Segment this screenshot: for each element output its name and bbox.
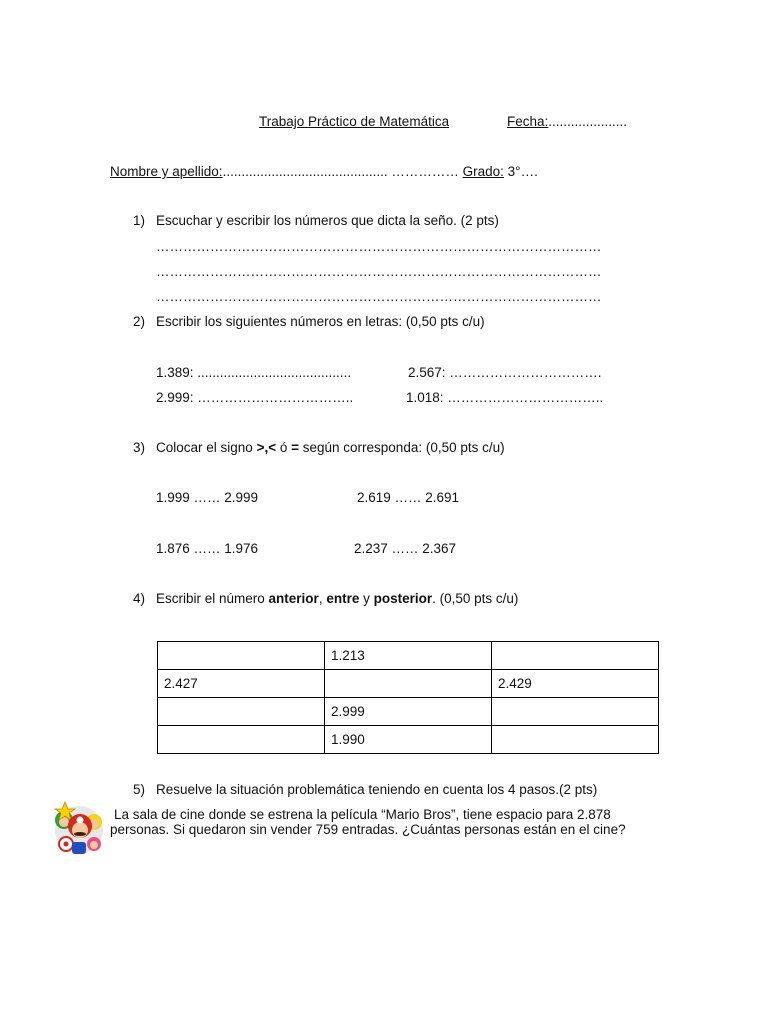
table-cell[interactable] <box>158 698 325 726</box>
worksheet-title: Trabajo Práctico de Matemática <box>259 114 450 129</box>
number-sequence-table <box>157 641 659 754</box>
number-to-words-item: 2.999: …………………………….. <box>156 390 354 405</box>
table-cell[interactable] <box>492 698 659 726</box>
text-fragment: , <box>318 591 327 606</box>
text-fragment: Escribir el número <box>156 591 269 606</box>
question-5-number: 5) <box>133 782 146 797</box>
table-cell: 2.999 <box>325 698 492 726</box>
date-label: Fecha: <box>507 114 549 129</box>
number-to-words-item: 1.018: …………………………….. <box>406 390 604 405</box>
student-info <box>110 164 538 180</box>
table-cell: 2.427 <box>158 670 325 698</box>
question-2-number: 2) <box>133 314 146 329</box>
problem-text-line-1: La sala de cine donde se estrena la película “Mario Bros”, tiene espacio para 2.878 <box>114 807 611 822</box>
number-to-words-item: 1.389: ......................................... <box>156 365 352 380</box>
table-cell[interactable] <box>158 726 325 754</box>
question-1-number: 1) <box>133 213 146 228</box>
text-fragment: . (0,50 pts c/u) <box>432 591 519 606</box>
comparison-item: 1.999 …… 2.999 <box>156 490 259 505</box>
question-5-text: Resuelve la situación problemática teniendo en cuenta los 4 pasos.(2 pts) <box>156 782 598 797</box>
grade-value: 3°…. <box>503 164 538 179</box>
comparison-item: 2.237 …… 2.367 <box>354 541 457 556</box>
table-cell[interactable] <box>492 642 659 670</box>
answer-line: ……………………………………………………………………………………… <box>156 289 602 304</box>
table-row <box>158 670 659 698</box>
table-cell: 1.990 <box>325 726 492 754</box>
signs-bold: >,< <box>256 440 277 455</box>
question-4-number: 4) <box>133 591 146 606</box>
date-field <box>507 114 627 130</box>
answer-line: ……………………………………………………………………………………… <box>156 239 602 254</box>
mario-characters-icon <box>50 798 108 858</box>
text-fragment: según corresponda: (0,50 pts c/u) <box>299 440 505 455</box>
question-3-text <box>156 440 505 456</box>
comparison-item: 1.876 …… 1.976 <box>156 541 259 556</box>
equal-sign-bold: = <box>291 440 299 455</box>
text-fragment: Colocar el signo <box>156 440 257 455</box>
table-cell: 2.429 <box>492 670 659 698</box>
table-row <box>158 726 659 754</box>
question-4-text <box>156 591 518 607</box>
name-blank: ............................................ …………… <box>222 164 459 179</box>
question-1-text: Escuchar y escribir los números que dicta la seño. (2 pts) <box>156 213 499 228</box>
answer-line: ……………………………………………………………………………………… <box>156 264 602 279</box>
table-row <box>158 642 659 670</box>
question-2-text: Escribir los siguientes números en letras: (0,50 pts c/u) <box>156 314 485 329</box>
posterior-bold: posterior <box>373 591 433 606</box>
name-label: Nombre y apellido: <box>110 164 223 179</box>
table-cell: 1.213 <box>325 642 492 670</box>
question-3-number: 3) <box>133 440 146 455</box>
text-fragment: ó <box>276 440 292 455</box>
comparison-item: 2.619 …… 2.691 <box>357 490 460 505</box>
table-row <box>158 698 659 726</box>
text-fragment: y <box>359 591 374 606</box>
anterior-bold: anterior <box>268 591 319 606</box>
problem-text-line-2: personas. Si quedaron sin vender 759 entradas. ¿Cuántas personas están en el cine? <box>110 822 626 837</box>
number-to-words-item: 2.567: ……………………………. <box>408 365 602 380</box>
table-cell[interactable] <box>325 670 492 698</box>
date-blank: ..................... <box>548 114 628 129</box>
table-cell[interactable] <box>492 726 659 754</box>
table-cell[interactable] <box>158 642 325 670</box>
grade-label: Grado: <box>462 164 504 179</box>
entre-bold: entre <box>326 591 360 606</box>
